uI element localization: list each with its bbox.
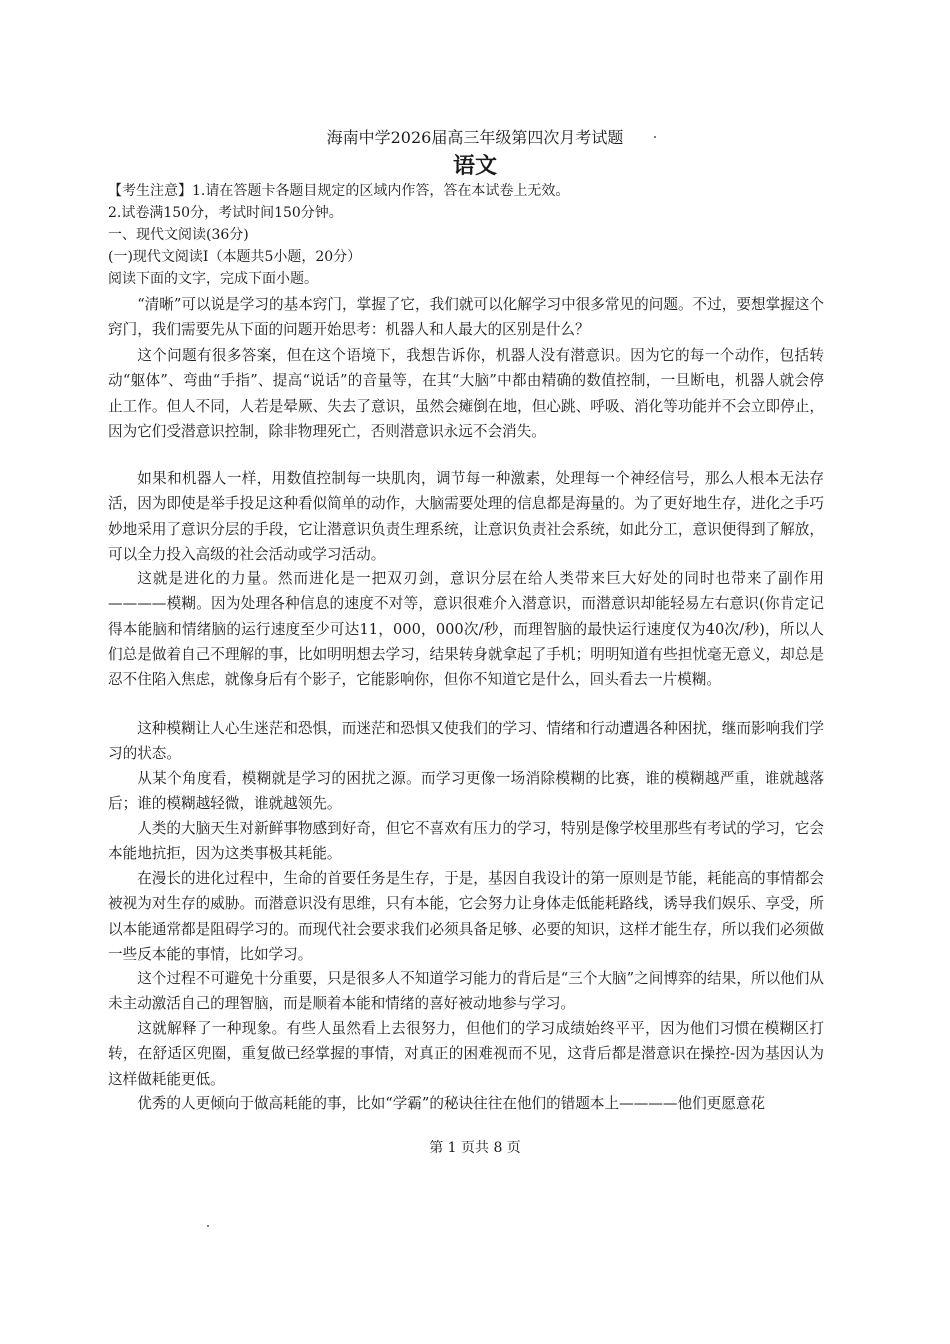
article-paragraph-11: 优秀的人更倾向于做高耗能的事，比如“学霸”的秘诀往往在他们的错题本上————他们更愿意花	[137, 1095, 766, 1112]
article-paragraph-6: 从某个角度看，模糊就是学习的困扰之源。而学习更像一场消除模糊的比赛，谁的模糊越严重，谁就越落后；谁的模糊越轻微，谁就越领先。	[108, 770, 824, 813]
sub-section-heading: (一)现代文阅读Ⅰ（本题共5小题，20分）	[108, 249, 362, 265]
section-heading: 一、现代文阅读(36分)	[108, 227, 249, 243]
article-paragraph-8: 在漫长的进化过程中，生命的首要任务是生存，于是，基因自我设计的第一原则是节能，耗能高的事情都会被视为对生存的威胁。而潜意识没有思维，只有本能，它会努力让身体走低能耗路线，诱导我们娱乐、享受，所以本能通常都是阻碍学习的。而现代社会要求我们必须具备足够、必要的知识，这样才能生存，所以我们必须做一些反本能的事情，比如学习。	[108, 870, 824, 963]
article-paragraph-7: 人类的大脑天生对新鲜事物感到好奇，但它不喜欢有压力的学习，特别是像学校里那些有考试的学习，它会本能地抗拒，因为这类事极其耗能。	[108, 820, 824, 863]
exam-title: 海南中学2026届高三年级第四次月考试题	[326, 128, 624, 147]
article-paragraph-10: 这就解释了一种现象。有些人虽然看上去很努力，但他们的学习成绩始终平平，因为他们习惯在模糊区打转，在舒适区兜圈，重复做已经掌握的事情，对真正的困难视而不见，这背后都是潜意识在操控-因为基因认为这样做耗能更低。	[108, 1020, 824, 1088]
article-paragraph-2: 这个问题有很多答案，但在这个语境下，我想告诉你，机器人没有潜意识。因为它的每一个动作，包括转动“躯体”、弯曲“手指”、提高“说话”的音量等，在其“大脑”中都由精确的数值控制，一旦断电，机器人就会停止工作。但人不同，人若是晕厥、失去了意识，虽然会瘫倒在地，但心跳、呼吸、消化等功能并不会立即停止，因为它们受潜意识控制，除非物理死亡，否则潜意识永远不会消失。	[108, 347, 824, 440]
page-number: 第 1 页共 8 页	[429, 1140, 521, 1156]
reading-instruction: 阅读下面的文字，完成下面小题。	[108, 271, 318, 287]
scan-speck	[207, 1225, 209, 1227]
subject-title: 语文	[452, 154, 497, 179]
notice-line-1: 【考生注意】1.请在答题卡各题目规定的区域内作答，答在本试卷上无效。	[108, 183, 570, 199]
article-paragraph-5: 这种模糊让人心生迷茫和恐惧，而迷茫和恐惧又使我们的学习、情绪和行动遭遇各种困扰，继而影响我们学习的状态。	[108, 720, 824, 763]
article-paragraph-9: 这个过程不可避免十分重要，只是很多人不知道学习能力的背后是“三个大脑”之间博弈的结果，所以他们从未主动激活自己的理智脑，而是顺着本能和情绪的喜好被动地参与学习。	[108, 970, 824, 1013]
article-paragraph-1: “清晰”可以说是学习的基本窍门，掌握了它，我们就可以化解学习中很多常见的问题。不过，要想掌握这个窍门，我们需要先从下面的问题开始思考：机器人和人最大的区别是什么？	[108, 296, 824, 339]
article-paragraph-3: 如果和机器人一样，用数值控制每一块肌肉，调节每一种激素，处理每一个神经信号，那么人根本无法存活，因为即使是举手投足这种看似简单的动作，大脑需要处理的信息都是海量的。为了更好地生存，进化之手巧妙地采用了意识分层的手段，它让潜意识负责生理系统，让意识负责社会系统，如此分工，意识便得到了解放，可以全力投入高级的社会活动或学习活动。	[108, 470, 824, 563]
scan-speck	[654, 136, 656, 138]
article-paragraph-4: 这就是进化的力量。然而进化是一把双刃剑，意识分层在给人类带来巨大好处的同时也带来了副作用————模糊。因为处理各种信息的速度不对等，意识很难介入潜意识，而潜意识却能轻易左右意识(你肯定记得本能脑和情绪脑的运行速度至少可达11，000，000次/秒，而理智脑的最快运行速度仅为40次/秒)，所以人们总是做着自己不理解的事，比如明明想去学习，结果转身就拿起了手机；明明知道有些担忧毫无意义，却总是忍不住陷入焦虑，就像身后有个影子，它能影响你，但你不知道它是什么，回头看去一片模糊。	[108, 570, 824, 689]
notice-line-2: 2.试卷满150分，考试时间150分钟。	[108, 205, 343, 221]
